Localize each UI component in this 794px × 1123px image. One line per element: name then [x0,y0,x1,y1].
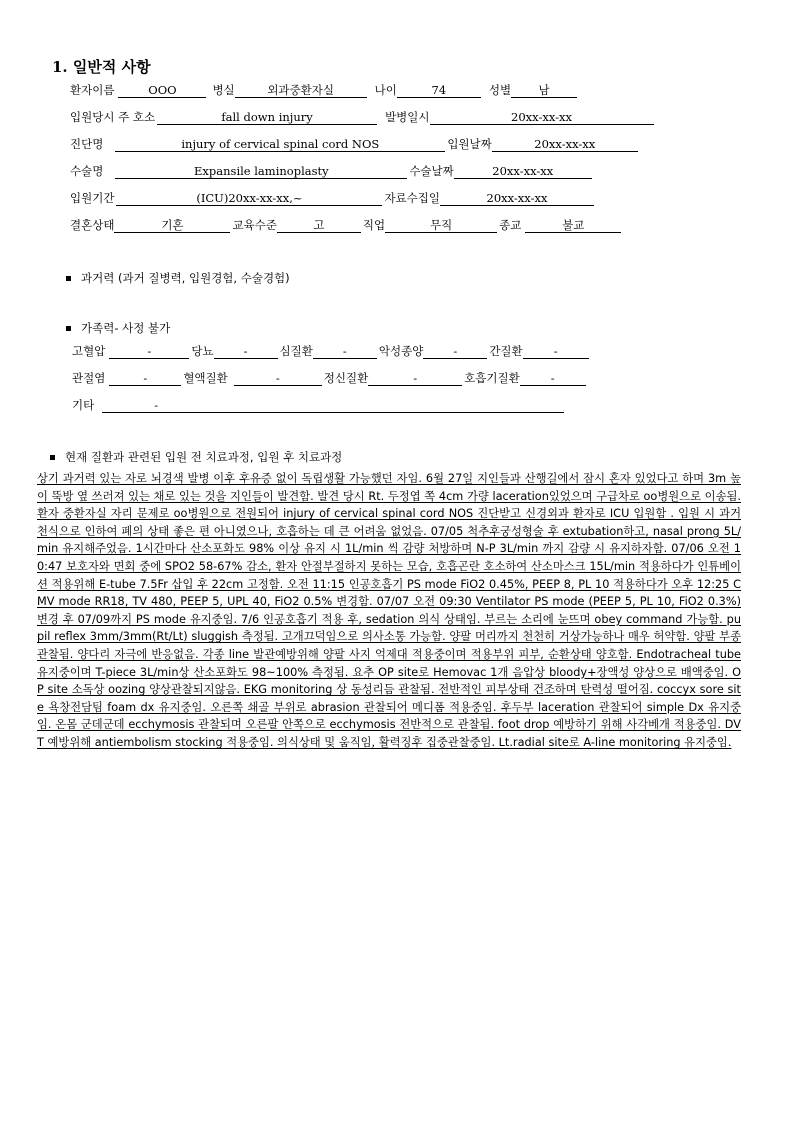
malignancy-value: - [423,344,487,359]
heart-disease-label: 심질환 [279,344,313,358]
marital-status-label: 결혼상태 [70,218,115,232]
general-info-row-1 [70,80,579,98]
liver-disease-value: - [523,344,589,359]
occupation-label: 직업 [362,218,386,232]
patient-name-value: OOO [118,83,206,98]
diabetes-value: - [214,344,278,359]
other-label: 기타 [72,398,95,412]
admission-period-value: (ICU)20xx-xx-xx,~ [116,191,382,206]
ward-label: 병실 [212,83,235,97]
past-history-heading-text: 과거력 (과거 질병력, 입원경험, 수술경험) [81,271,290,285]
family-history-row-3 [72,395,566,413]
current-illness-narrative: 상기 과거력 있는 자로 뇌경색 발병 이후 후유증 없이 독립생활 가능했던 자임. 6월 27일 지인들과 산행길에서 잠시 혼자 있었다고 하며 3m 높이 뚝방 옆 쓰러져 있는 채로 있는 것을 지인들이 발견함. 발견 당시 Rt. 두정엽 쪽 4cm 가량 laceration있었으며 구급차로 oo병원으로 이송됨. 환자 중환자실 자리 문제로 oo병원으로 전원되어 injury of cervical spinal cord NOS 진단받고 신경외과 환자로 ICU 입원함 . 입원 시 과거 천식으로 인하여 폐의 상태 좋은 편 아니였으나, 호흡하는 데 큰 어려움 없었음. 07/05 척추후궁성형술 후 extubation하고, nasal prong 5L/min 유지해주었음. 1시간마다 산소포화도 98% 이상 유지 시 1L/min 씩 감량 처방하며 N-P 3L/min 까지 감량 시 유지하자함. 07/06 오전 10:47 보호자와 면회 중에 SPO2 58-67% 감소, 환자 안절부절하지 못하는 모습, 호흡곤란 호소하여 산소마스크 15L/min 적용하다가 인튜베이션 적용위해 E-tube 7.5Fr 삽입 후 22cm 고정함. 오전 11:15 인공호흡기 PS mode FiO2 0.45%, PEEP 8, PL 10 적용하다가 오후 12:25 CMV mode RR18, TV 480, PEEP 5, UPL 40, FiO2 0.5% 변경함. 07/07 오전 09:30 Ventilator PS mode (PEEP 5, PL 10, FiO2 0.3%) 변경 후 07/09까지 PS mode 유지중임. 7/6 인공호흡기 적용 후, sedation 의식 상태임. 부르는 소리에 눈뜨며 obey command 가능함. pupil reflex 3mm/3mm(Rt/Lt) sluggish 측정됨. 고개끄덕임으로 의사소통 가능함. 양팔 머리까지 천천히 거상가능하나 매우 허약함. 양팔 부종 관찰됨. 양다리 자극에 반응없음. 각종 line 발관예방위해 양팔 사지 억제대 적용중이며 적용부위 피부, 순환상태 양호함. Endotracheal tube 유지중이며 T-piece 3L/min상 산소포화도 98~100% 측정됨. 요추 OP site로 Hemovac 1개 음압상 bloody+장액성 양상으로 배액중임. OP site 소독상 oozing 양상관찰되지않음. EKG monitoring 상 동성리듬 관찰됨. 전반적인 피부상태 건조하며 탄력성 떨어짐. coccyx sore site 욕창전담팀 foam dx 유지중임. 오른쪽 쇄골 부위로 abrasion 관찰되어 메디폼 적용중임. 후두부 laceration 관찰되어 simple Dx 유지중임. 온몸 군데군데 ecchymosis 관찰되며 오른팔 안쪽으로 ecchymosis 전반적으로 관찰됨. foot drop 예방하기 위해 사각베개 적용중임. DVT 예방위해 antiembolism stocking 적용중임. 의식상태 및 움직임, 활력징후 집중관찰중임. Lt.radial site로 A-line monitoring 유지중임. [37,472,741,749]
admission-date-label: 입원날짜 [447,137,492,151]
hypertension-value: - [109,344,189,359]
surgery-name-label: 수술명 [70,164,104,178]
admission-date-value: 20xx-xx-xx [492,137,638,152]
blood-disease-value: - [234,371,322,386]
chief-complaint-label: 입원당시 주 호소 [70,110,156,124]
chief-complaint-value: fall down injury [157,110,377,125]
hypertension-label: 고혈압 [72,344,106,358]
liver-disease-label: 간질환 [489,344,523,358]
current-illness-heading-text: 현재 질환과 관련된 입원 전 치료과정, 입원 후 치료과정 [65,450,343,464]
education-value: 고 [277,218,361,233]
arthritis-value: - [109,371,181,386]
admission-period-label: 입원기간 [70,191,115,205]
current-illness-heading [50,449,342,465]
bullet-icon [50,455,55,460]
past-history-heading [66,270,290,286]
arthritis-label: 관절염 [72,371,106,385]
bullet-icon [66,276,71,281]
respiratory-disease-label: 호흡기질환 [464,371,520,385]
data-collection-date-label: 자료수집일 [384,191,440,205]
general-info-row-5 [70,188,596,206]
diagnosis-value: injury of cervical spinal cord NOS [115,137,445,152]
age-label: 나이 [374,83,397,97]
blood-disease-label: 혈액질환 [183,371,228,385]
diagnosis-label: 진단명 [70,137,104,151]
ward-value: 외과중환자실 [235,83,367,98]
marital-status-value: 기혼 [114,218,230,233]
onset-date-value: 20xx-xx-xx [430,110,654,125]
onset-date-label: 발병일시 [385,110,430,124]
general-info-row-3 [70,134,640,152]
family-history-row-1 [72,341,591,359]
other-value-text: - [154,398,159,412]
religion-label: 종교 [499,218,522,232]
data-collection-date-value: 20xx-xx-xx [440,191,594,206]
mental-disease-value: - [368,371,462,386]
family-history-row-2 [72,368,588,386]
family-history-heading-text: 가족력- 사정 불가 [81,321,171,335]
bullet-icon [66,326,71,331]
other-value [102,398,564,413]
section-title: 1. 일반적 사항 [52,58,151,76]
education-label: 교육수준 [232,218,277,232]
respiratory-disease-value: - [520,371,586,386]
malignancy-label: 악성종양 [378,344,424,358]
family-history-heading [66,320,170,336]
general-info-row-2 [70,107,656,125]
sex-label: 성별 [488,83,512,97]
mental-disease-label: 정신질환 [323,371,369,385]
age-value: 74 [397,83,481,98]
occupation-value: 무직 [385,218,497,233]
general-info-row-6 [70,215,623,233]
surgery-date-label: 수술날짜 [409,164,454,178]
surgery-name-value: Expansile laminoplasty [115,164,407,179]
religion-value: 불교 [525,218,621,233]
surgery-date-value: 20xx-xx-xx [454,164,592,179]
general-info-row-4 [70,161,594,179]
patient-name-label: 환자이름 [70,83,115,97]
heart-disease-value: - [313,344,377,359]
sex-value: 남 [511,83,577,98]
diabetes-label: 당뇨 [191,344,214,358]
